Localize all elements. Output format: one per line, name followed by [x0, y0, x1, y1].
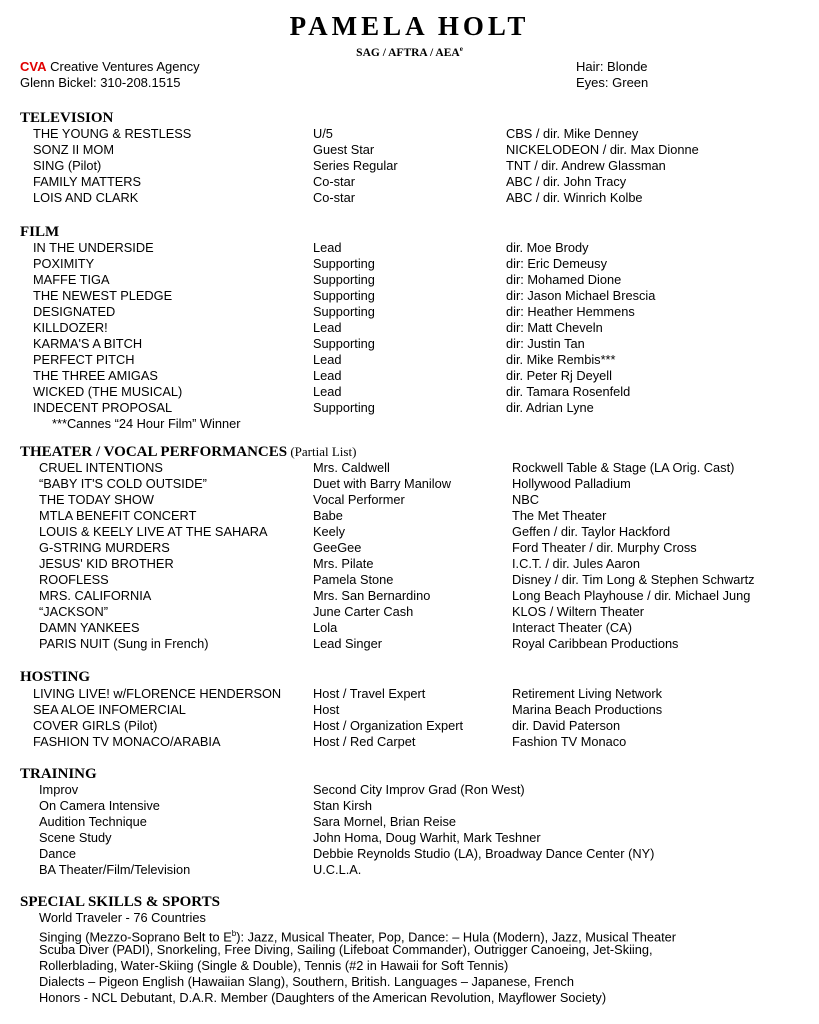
training-row [0, 782, 819, 798]
credit-company: dir: Justin Tan [506, 336, 585, 351]
theater-heading [20, 443, 356, 461]
credit-role: U/5 [313, 126, 333, 141]
credit-title: JESUS' KID BROTHER [39, 556, 174, 571]
credit-row [0, 368, 819, 384]
credit-company: NBC [512, 492, 540, 507]
training-instructor: U.C.L.A. [313, 862, 362, 877]
credit-title: MRS. CALIFORNIA [39, 588, 152, 603]
credit-role: Vocal Performer [313, 492, 405, 507]
skills-heading: SPECIAL SKILLS & SPORTS [20, 894, 220, 910]
credit-company: dir. Tamara Rosenfeld [506, 384, 631, 399]
credit-company: Retirement Living Network [512, 686, 663, 701]
training-instructor: Second City Improv Grad (Ron West) [313, 782, 525, 797]
credit-company: dir: Mohamed Dione [506, 272, 622, 287]
credit-role: Lead Singer [313, 636, 383, 651]
credit-title: LOUIS & KEELY LIVE AT THE SAHARA [39, 524, 268, 539]
credit-title: DESIGNATED [33, 304, 116, 319]
singing-text-a: Singing (Mezzo-Soprano Belt to E [39, 929, 232, 945]
credit-company: dir: Jason Michael Brescia [506, 288, 656, 303]
credit-title: THE TODAY SHOW [39, 492, 154, 507]
credit-row [0, 636, 819, 652]
theater-heading-note: (Partial List) [287, 444, 357, 459]
credit-company: ABC / dir. Winrich Kolbe [506, 190, 643, 205]
credit-role: Babe [313, 508, 343, 523]
credit-role: Lead [313, 320, 342, 335]
training-row [0, 862, 819, 878]
credit-company: dir: Eric Demeusy [506, 256, 607, 271]
credit-row [0, 304, 819, 320]
credit-row [0, 126, 819, 142]
theater-heading-text: THEATER / VOCAL PERFORMANCES [20, 444, 288, 460]
credit-company: Disney / dir. Tim Long & Stephen Schwartz [512, 572, 755, 587]
credit-title: SEA ALOE INFOMERCIAL [33, 702, 186, 717]
credit-title: THE THREE AMIGAS [33, 368, 158, 383]
training-row [0, 846, 819, 862]
credit-company: Ford Theater / dir. Murphy Cross [512, 540, 697, 555]
credit-row [0, 508, 819, 524]
credit-role: Mrs. San Bernardino [313, 588, 431, 603]
training-heading: TRAINING [20, 766, 97, 782]
training-instructor: Stan Kirsh [313, 798, 373, 813]
skills-sports-cont: Rollerblading, Water-Skiing (Single & Double), Tennis (#2 in Hawaii for Soft Tennis) [39, 958, 509, 973]
training-subject: Audition Technique [39, 814, 147, 829]
credit-role: Host / Travel Expert [313, 686, 426, 701]
credit-title: KARMA'S A BITCH [33, 336, 143, 351]
credit-row [0, 142, 819, 158]
credit-row [0, 476, 819, 492]
television-heading: TELEVISION [20, 110, 114, 126]
credit-company: Long Beach Playhouse / dir. Michael Jung [512, 588, 751, 603]
union-affiliations [0, 43, 819, 60]
agent-contact: Glenn Bickel: 310-208.1515 [20, 75, 181, 90]
credit-company: TNT / dir. Andrew Glassman [506, 158, 666, 173]
training-instructor: Sara Mornel, Brian Reise [313, 814, 456, 829]
credit-row [0, 524, 819, 540]
credit-company: Fashion TV Monaco [512, 734, 627, 749]
credit-row [0, 158, 819, 174]
credit-row [0, 240, 819, 256]
skills-traveler: World Traveler - 76 Countries [39, 910, 206, 925]
agency-line [20, 59, 200, 75]
credit-title: SING (Pilot) [33, 158, 102, 173]
training-instructor: Debbie Reynolds Studio (LA), Broadway Dance Center (NY) [313, 846, 655, 861]
credit-role: June Carter Cash [313, 604, 414, 619]
credit-role: Lead [313, 384, 342, 399]
credit-company: Hollywood Palladium [512, 476, 631, 491]
credit-role: Keely [313, 524, 346, 539]
credit-row [0, 288, 819, 304]
credit-row [0, 604, 819, 620]
credit-row [0, 620, 819, 636]
credit-row [0, 400, 819, 416]
credit-row [0, 460, 819, 476]
training-row [0, 798, 819, 814]
skills-honors: Honors - NCL Debutant, D.A.R. Member (Daughters of the American Revolution, Mayflower Society) [39, 990, 607, 1005]
credit-title: THE NEWEST PLEDGE [33, 288, 173, 303]
credit-role: Lead [313, 352, 342, 367]
agency-code: CVA [20, 59, 47, 74]
credit-company: dir: Matt Cheveln [506, 320, 603, 335]
credit-title: ROOFLESS [39, 572, 109, 587]
credit-title: FASHION TV MONACO/ARABIA [33, 734, 221, 749]
credit-row [0, 734, 819, 750]
credit-title: IN THE UNDERSIDE [33, 240, 154, 255]
credit-row [0, 572, 819, 588]
credit-title: MTLA BENEFIT CONCERT [39, 508, 197, 523]
unions-superscript: e [459, 45, 463, 53]
credit-row [0, 588, 819, 604]
training-row [0, 814, 819, 830]
credit-title: MAFFE TIGA [33, 272, 110, 287]
credit-row [0, 492, 819, 508]
credit-title: THE YOUNG & RESTLESS [33, 126, 192, 141]
credit-company: Royal Caribbean Productions [512, 636, 679, 651]
credit-company: I.C.T. / dir. Jules Aaron [512, 556, 641, 571]
credit-title: PARIS NUIT (Sung in French) [39, 636, 209, 651]
credit-role: Mrs. Caldwell [313, 460, 390, 475]
credit-row [0, 272, 819, 288]
credit-role: GeeGee [313, 540, 362, 555]
credit-company: dir. Adrian Lyne [506, 400, 594, 415]
credit-role: Host / Red Carpet [313, 734, 416, 749]
credit-role: Co-star [313, 174, 355, 189]
credit-row [0, 256, 819, 272]
credit-title: G-STRING MURDERS [39, 540, 170, 555]
credit-row [0, 556, 819, 572]
credit-company: dir: Heather Hemmens [506, 304, 635, 319]
credit-row [0, 384, 819, 400]
training-subject: On Camera Intensive [39, 798, 160, 813]
credit-company: CBS / dir. Mike Denney [506, 126, 639, 141]
credit-title: WICKED (THE MUSICAL) [33, 384, 183, 399]
film-heading: FILM [20, 224, 60, 240]
hair-color: Hair: Blonde [576, 59, 648, 74]
credit-title: POXIMITY [33, 256, 95, 271]
credit-row [0, 174, 819, 190]
credit-role: Supporting [313, 288, 375, 303]
credit-company: Interact Theater (CA) [512, 620, 632, 635]
credit-row [0, 190, 819, 206]
credit-role: Co-star [313, 190, 355, 205]
credit-title: “JACKSON” [39, 604, 108, 619]
credit-title: CRUEL INTENTIONS [39, 460, 163, 475]
credit-title: SONZ II MOM [33, 142, 115, 157]
credit-title: PERFECT PITCH [33, 352, 135, 367]
credit-company: Marina Beach Productions [512, 702, 663, 717]
credit-title: FAMILY MATTERS [33, 174, 142, 189]
hosting-heading: HOSTING [20, 669, 91, 685]
credit-role: Host [313, 702, 340, 717]
credit-role: Supporting [313, 336, 375, 351]
credit-company: Rockwell Table & Stage (LA Orig. Cast) [512, 460, 735, 475]
unions-text: SAG / AFTRA / AEA [356, 46, 460, 59]
credit-title: “BABY IT'S COLD OUTSIDE” [39, 476, 207, 491]
skills-dialects: Dialects – Pigeon English (Hawaiian Slang), Southern, British. Languages – Japanese, French [39, 974, 574, 989]
credit-company: dir. Mike Rembis*** [506, 352, 616, 367]
flat-superscript: b [231, 929, 237, 938]
credit-company: dir. Peter Rj Deyell [506, 368, 612, 383]
credit-title: COVER GIRLS (Pilot) [33, 718, 158, 733]
credit-row [0, 686, 819, 702]
credit-role: Mrs. Pilate [313, 556, 374, 571]
credit-role: Series Regular [313, 158, 398, 173]
credit-row [0, 540, 819, 556]
credit-company: ABC / dir. John Tracy [506, 174, 627, 189]
training-subject: Dance [39, 846, 76, 861]
credit-role: Host / Organization Expert [313, 718, 464, 733]
credit-title: INDECENT PROPOSAL [33, 400, 173, 415]
credit-role: Duet with Barry Manilow [313, 476, 451, 491]
agency-name: Creative Ventures Agency [46, 59, 200, 74]
credit-role: Lead [313, 368, 342, 383]
credit-company: NICKELODEON / dir. Max Dionne [506, 142, 699, 157]
eye-color: Eyes: Green [576, 75, 649, 90]
training-subject: Improv [39, 782, 79, 797]
skills-sports: Scuba Diver (PADI), Snorkeling, Free Diving, Sailing (Lifeboat Commander), Outrigger Canoeing, Jet-Skiing, [39, 942, 653, 957]
credit-row [0, 352, 819, 368]
credit-role: Lead [313, 240, 342, 255]
training-row [0, 830, 819, 846]
credit-role: Supporting [313, 304, 375, 319]
credit-row [0, 718, 819, 734]
physical-attributes [576, 59, 648, 91]
actor-name: PAMELA HOLT [289, 11, 530, 41]
credit-title: KILLDOZER! [33, 320, 108, 335]
training-subject: Scene Study [39, 830, 112, 845]
credit-role: Lola [313, 620, 338, 635]
credit-company: Geffen / dir. Taylor Hackford [512, 524, 671, 539]
credit-company: KLOS / Wiltern Theater [512, 604, 645, 619]
credit-row [0, 702, 819, 718]
credit-company: dir. David Paterson [512, 718, 621, 733]
credit-role: Guest Star [313, 142, 375, 157]
credit-role: Supporting [313, 272, 375, 287]
film-footnote: ***Cannes “24 Hour Film” Winner [52, 416, 241, 431]
agency-block [20, 59, 200, 91]
training-instructor: John Homa, Doug Warhit, Mark Teshner [313, 830, 541, 845]
credit-company: dir. Moe Brody [506, 240, 589, 255]
credit-role: Supporting [313, 400, 375, 415]
training-subject: BA Theater/Film/Television [39, 862, 191, 877]
credit-row [0, 336, 819, 352]
credit-title: DAMN YANKEES [39, 620, 140, 635]
credit-role: Pamela Stone [313, 572, 394, 587]
credit-title: LIVING LIVE! w/FLORENCE HENDERSON [33, 686, 282, 701]
credit-title: LOIS AND CLARK [33, 190, 139, 205]
credit-row [0, 320, 819, 336]
singing-text-b: ): Jazz, Musical Theater, Pop, Dance: – Hula (Modern), Jazz, Musical Theater [236, 929, 676, 945]
credit-company: The Met Theater [512, 508, 607, 523]
credit-role: Supporting [313, 256, 375, 271]
